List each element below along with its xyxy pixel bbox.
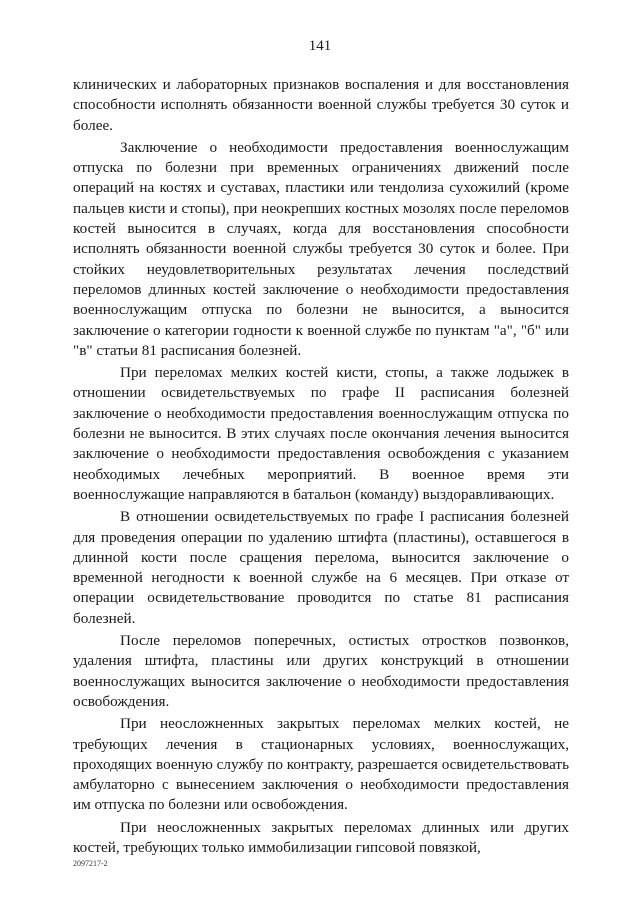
- paragraph-3: При переломах мелких костей кисти, стопы, а также лодыжек в отношении освидетельствуемых по графе II расписания болезней заключение о необходимости предоставления военнослужащим отпуска по болезни не выносится. В этих случаях после окончания лечения выносится заключение о необходимости предоставления освобождения с указанием необходимых лечебных мероприятий. В военное время эти военнослужащие направляются в батальон (команду) выздоравливающих.: [73, 364, 569, 503]
- paragraph-7: При неосложненных закрытых переломах длинных или других костей, требующих только иммобилизации гипсовой повязкой,: [73, 818, 569, 856]
- paragraph-1: клинических и лабораторных признаков воспаления и для восстановления способности исполнять обязанности военной службы требуется 30 суток и более.: [73, 76, 569, 134]
- paragraph-5: После переломов поперечных, остистых отростков позвонков, удаления штифта, пластины или других конструкций в отношении военнослужащих выносится заключение о необходимости предоставления освобождения.: [73, 632, 569, 710]
- document-body: [73, 75, 569, 858]
- paragraph-2: Заключение о необходимости предоставления военнослужащим отпуска по болезни при временных ограничениях движений после операций на костях и суставах, пластики или тендолиза сухожилий (кроме пальцев кисти и стопы), при неокрепших костных мозолях после переломов костей выносится в случаях, когда для восстановления способности исполнять обязанности военной службы требуется 30 суток и более. При стойких неудовлетворительных результатах лечения последствий переломов длинных костей заключение о необходимости предоставления военнослужащим отпуска по болезни не выносится, а выносится заключение о категории годности к военной службе по пунктам "а", "б" или "в" статьи 81 расписания болезней.: [73, 138, 569, 359]
- page-number: 141: [308, 38, 332, 54]
- paragraph-6: При неосложненных закрытых переломах мелких костей, не требующих лечения в стационарных условиях, военнослужащих, проходящих военную службу по контракту, разрешается освидетельствовать амбулаторно с вынесением заключения о необходимости предоставления им отпуска по болезни или освобождения.: [73, 715, 569, 814]
- document-code: 2097217-2: [73, 859, 108, 868]
- paragraph-4: В отношении освидетельствуемых по графе I расписания болезней для проведения операции по удалению штифта (пластины), оставшегося в длинной кости после сращения перелома, выносится заключение о временной негодности к военной службе на 6 месяцев. При отказе от операции освидетельствование проводится по статье 81 расписания болезней.: [73, 508, 569, 627]
